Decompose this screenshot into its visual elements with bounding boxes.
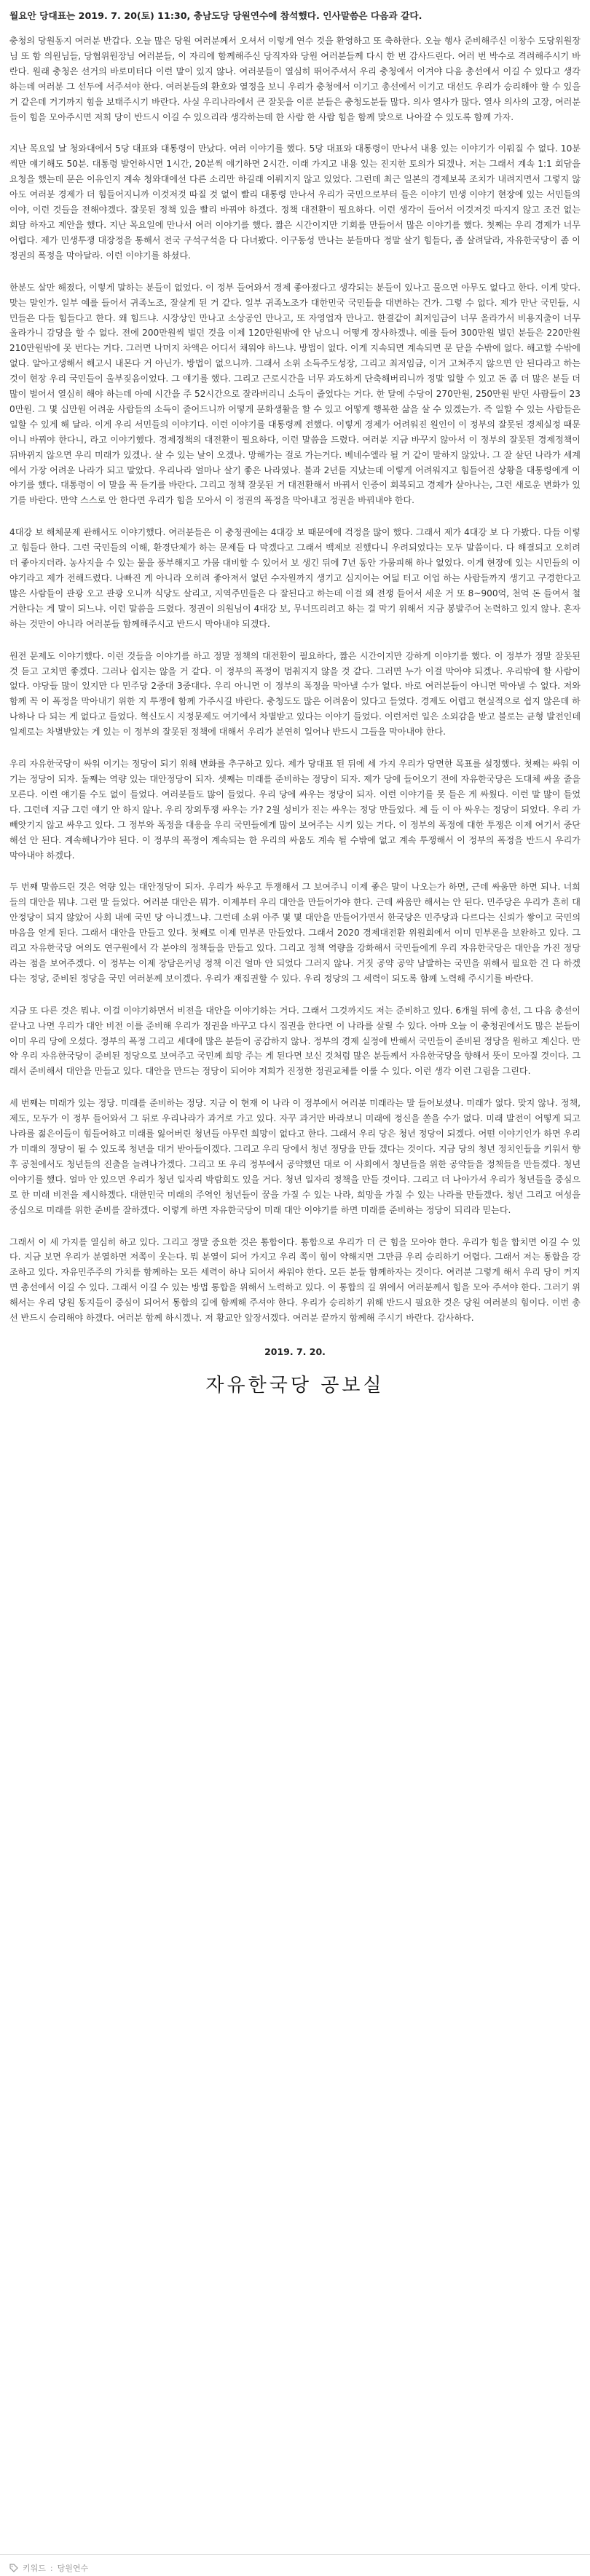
paragraph: 우리 자유한국당이 싸워 이기는 정당이 되기 위해 변화를 추구하고 있다. 제가 당대표 된 뒤에 세 가지 우리가 당면한 목표를 설정했다. 첫째는 싸워 이기는 정당이 되자. 둘째는 역량 있는 대안정당이 되자. 셋째는 미래를 준비하는 정당이 되자. 제가 당에 들어오기 전에 자유한국당은 도대체 싸울 줄을 모른다. 이런 얘기를 수도 없이 들었다. 여러분들도 많이 들었다. 우리 당에 싸우는 정당이 되자. 이런 이야기를 못 들은 게 싸웠다. 이런 말 많이 들었다. 그런데 지금 그런 얘기 안 하지 않나. 우리 장외투쟁 싸우는 가? 2월 성비가 진는 싸우는 정당 만들었다. 제 들 이 아 싸우는 정당이 되었다. 우리 가 빼앗기지 않고 싸우고 있다. 그 정부와 폭정을 대응을 우리 국민들에게 많이 보여주는 시키 있는 거다. 이 정부의 폭정에 대한 투쟁은 이제 여기서 중단해선 안 된다. 계속해나가야 된다. 이 정부의 폭정이 계속되는 한 우리의 싸움도 계속 될 수밖에 없고 계속 투쟁해서 이 정부의 폭정을 반드시 우리가 막아내야 하겠다. bbox=[9, 759, 581, 861]
paragraph: 한분도 살만 해졌다, 이렇게 말하는 분들이 없었다. 이 정부 들어와서 경제 좋아졌다고 생각되는 분들이 있나고 물으면 아무도 없다고 한다. 이게 맞다. 맞는 말인가. 일부 예를 들어서 귀족노조, 잘살게 된 거 같다. 일부 귀족노조가 대한민국 국민들을 대변하는 건가. 그렇 수 없다. 제가 만난 국민들, 시민들은 다들 힘들다고 한다. 왜 힘드냐. 시장상인 만나고 소상공인 만나고, 또 자영업자 만나고. 한결같이 최저임금이 너무 올라가서 비용지출이 너무 올라가니 감당을 할 수 없다. 전에 200만원씩 벌던 것을 이제 120만원밖에 안 남으니 어떻게 장사하겠냐. 예를 들어 300만원 벌던 분들은 220만원 210만원밖에 못 번다는 거다. 그러면 나머지 차액은 어디서 채워야 하느냐. 방법이 없다. 이게 지속되면 계속되면 문 닫을 수밖에 없다. 해고할 수밖에 없다. 알아고생해서 해고시 내몬다 거 아닌가. 방법이 없으니까. 그래서 소위 소득주도성장, 그리고 최저임금, 이거 고쳐주지 않으면 안 된다라고 하는 것이 현장 우리 국민들이 울부짖음이었다. 그 얘기를 했다. 그리고 근로시간을 너무 과도하게 단축해버리니까 정말 일할 수 있고 돈 좀 더 많은 분들 더 많이 벌어서 열심히 해야 하는데 아예 시간을 주 52시간으로 잘라버리니 소득이 줄었다는 거다. 한 달에 수당이 270만원, 250만원 받던 사람들이 230만원. 그 몇 십만원 어려운 사람들의 소득이 줄어드니까 어떻게 문화생활을 할 수 있고 어떻게 행복한 삶을 살 수 있겠는가. 즉 일할 수 있는 사람들은 일할 수 있게 해 달라. 이게 우리 서민들의 이야기다. 이런 이야기를 대통령께 전했다. 이렇게 경제가 어려워진 원인이 이 정부의 잘못된 경제실정 때문이니 바꿔야 한다니, 라고 이야기했다. 경제정책의 대전환이 필요하다, 이런 말씀을 드렸다. 여러분 지금 바꾸지 않아서 이 정부의 잘못된 경제정책이 뒤바뀌지 않으면 우리 미래가 있겠나. 살 수 있는 날이 오겠나. 망해가는 걸로 가는거다. 베네수엘라 될 거 같이 말하지 않았나. 그 잘 살던 나라가 세계에서 가장 어려운 나라가 되고 말았다. 우리나라 얼마나 살기 좋은 나라였나. 불과 2년를 지났는데 이렇게 어려워지고 힘들어진 상황을 대통령에게 이야기를 했다. 대통령이 이 말을 꼭 듣기를 바란다. 그리고 정책 잘못된 거 대전환해서 바꿔서 인증이 회복되고 경제가 살아나는, 그런 새로운 변화가 있기를 바란다. 만약 스스로 안 한다면 우리가 힘을 모아서 이 정권의 폭정을 막아내고 정권을 바꿔내야 한다. bbox=[9, 282, 581, 506]
paragraph: 두 번째 말씀드린 것은 역량 있는 대안정당이 되자. 우리가 싸우고 투쟁해서 그 보여주니 이제 좋은 말이 나오는가 하면, 근데 싸움만 하면 되나. 너희들의 대안을 뭐냐. 그런 말 들었다. 여러분 대안은 뭐가. 이제부터 우리 대안을 만들어가야 한다. 근데 싸움만 해서는 안 된다. 민주당은 우리가 흔히 대안정당이 되지 않았어 사회 내에 국민 당 아니겠느냐. 그런데 소위 아주 몇 몇 대안을 만들어가면서 한국당은 민주당과 다르다는 신뢰가 쌓이고 국민의 마음을 얻게 된다. 그래서 대안을 만들고 있다. 첫째로 이제 민부론 만들었다. 그래서 2020 경제대전환 위원회에서 이미 민부론을 보완하고 있다. 그리고 자유한국당 여의도 연구원에서 각 분야의 정책들을 만들고 있다. 그리고 정책 역량을 강화해서 국민들에게 우리 자유한국당은 대안을 가진 정당 라는 점을 보여주겠다. 이 정부는 이제 장담은커녕 정책 이건 얼마 안 되었다 그러지 않나. 거짓 공약 공약 남발하는 국민을 위해서 필요한 건 다 하겠다는 정당, 준비된 정당을 국민 여러분께 보이겠다. 우리가 재집권할 수 있다. 우리 정당의 그 세력이 되도록 함께 노력해 주시기를 바란다. bbox=[9, 882, 581, 984]
keyword-separator: : bbox=[50, 2563, 53, 2573]
paragraph: 원전 문제도 이야기했다. 이런 것들을 이야기를 하고 정말 정책의 대전환이 필요하다, 짧은 시간이지만 강하게 이야기를 했다. 이 정부가 정말 잘못된 것 듣고 고치면 좋겠다. 그러나 쉽지는 않을 거 같다. 이 정부의 폭정이 멈춰지지 않을 것 같다. 그러면 누가 이걸 막아야 되겠나. 우리밖에 할 사람이 없다. 야당들 많이 있지만 다 민주당 2중대 3중대다. 우리 아니면 이 정부의 폭정을 막아낼 수가 없다. 바로 여러분들이 아니면 막아낼 수 없다. 저와 함께 꼭 이 폭정을 막아내기 위한 지 투쟁에 함께 가주시길 바란다. 충청도도 많은 어려움이 있다고 들었다. 경제도 어렵고 현실적으로 쉽지 않은데 하나하나 다 되는 게 없다고 들었다. 혁신도시 지정문제도 여기에서 차별받고 있다는 이야기 들었다. 이런저런 일은 소외감을 받고 불로는 균형 발전인데 일제로는 차별받았는 게 있는 이 정부의 잘못된 정책에 대해서 우리가 분연히 일어나 반드시 그들을 막아내야 한다. bbox=[9, 650, 581, 738]
paragraph: 충청의 당원동지 여러분 반갑다. 오늘 많은 당원 여러분께서 오셔서 이렇게 연수 것을 환영하고 또 축하한다. 오늘 행사 준비해주신 이창수 도당위원장님 또 함 의원님들, 당협위원장님 여러분들, 이 자리에 함께해주신 당직자와 당원 여러분들께 다시 한 번 감사드린다. 여러 번 박수로 격려해주시기 바란다. 원래 충청은 선거의 바로미터다 이런 말이 있지 않나. 여러분들이 열심히 뛰어주셔서 우리 충청에서 이겨야 다음 총선에서 이길 수 있다고 생각하는데 여러분 그 선두에 서주셔야 한다. 여러분들의 환호와 열정을 보니 우리가 충청에서 이기고 총선에서 이기고 대선도 우리가 승리해야 할 수 있을 거 같은데 거기까지 힘을 보태주시기 바란다. 사실 우리나라에서 큰 잘못을 이룬 분들은 충청도분들 많다. 의사 열사가 많다. 열사 의사의 고장, 여러분들이 힘을 모아주시면 저희 당이 반드시 이길 수 있으리라 생각하는데 한 사람 한 사람 힘을 함께 맞으로 나아갈 수 있도록 함께 가자. bbox=[9, 36, 581, 122]
paragraph: 세 번째는 미래가 있는 정당. 미래를 준비하는 정당. 지금 이 현재 이 나라 이 정부에서 여러분 미래라는 말 들어보셨나. 미래가 없다. 맞지 않나. 정책, 제도, 모두가 이 정부 들어와서 그 뒤로 우리나라가 과거로 가고 있다. 자꾸 과거만 바라보니 미래에 정신을 쏟을 수가 없다. 미래 발전이 어떻게 되고 나라를 젊은이들이 힘들어하고 미래를 잃어버린 청년들 아무런 희망이 없다고 한다. 그래서 우리 당은 청년 정당이 되겠다. 어떤 이야기인가 하면 우리가 미래의 정당이 될 수 있도록 청년을 대거 받아들이겠다. 그리고 우리 당에서 청년 정당을 만들 겠다는 것이다. 지금 당의 청년 정치인들을 키워서 향후 공천에서도 청년들의 진출을 늘려나가겠다. 그리고 또 우리 정부에서 공약했던 대로 이 사회에서 청년들을 위한 공약들을 정책들을 만들겠다. 청년 이야기를 했다. 얼마 안 있으면 우리가 청년 일자리 박람회도 있을 거다. 청년 일자리 정책을 만들 것이다. 그리고 더 나아가서 우리가 청년들을 중심으로 한 미래 비전을 제시하겠다. 대한민국 미래의 주역인 청년들이 꿈을 가질 수 있는 나라, 희망을 가질 수 있는 나라를 만들겠다. 청년 그리고 여성을 중심으로 미래를 위한 준비를 잘하겠다. 이렇게 하면 자유한국당이 미래 대안 이야기를 하면 미래를 준비하는 정당이 되리라 믿는다. bbox=[9, 1098, 581, 1215]
paragraph: 4대강 보 해체문제 관해서도 이야기했다. 여러분들은 이 충청권에는 4대강 보 때문에에 걱정을 많이 했다. 그래서 제가 4대강 보 다 가봤다. 다들 이렇고 힘들다 한다. 그런 국민들의 이해, 환경단체가 하는 문제들 다 막겠다고 그래서 백제보 진했다니 우려되었다는 모두 말씀이다. 다 해결되고 오히려 더 좋아지더라. 농사지을 수 있는 물을 풍부해지고 가뭄 대비할 수 있어서 보 생긴 뒤에 7년 동안 가뭄피해 하나 없었다. 이게 현장에 있는 시민들의 이야기라고 제가 전해드렸다. 나빠진 게 아니라 오히려 좋아져서 없던 수자원까지 생기고 심지어는 여덟 터고 어업 하는 사람들까지 생기고 구경한다고 많은 사람들이 관광 오고 관광 오니까 식당도 살리고, 지역주민들은 다 잘된다고 하는데 이걸 왜 전쟁 들어서 세운 거 또 8~900억, 천억 돈 들여서 철거한다는 게 말이 되느냐. 이런 말씀을 드렸다. 정권이 의원님이 4대강 보, 무너뜨리려고 하는 걸 막기 위해서 지금 봉발주어 논력하고 있지 않나. 혼자 하는 것만이 아니라 여러분들 함께해주시고 반드시 막아내야 되겠다. bbox=[9, 527, 581, 629]
intro-line: 월요안 당대표는 2019. 7. 20(토) 11:30, 충남도당 당원연수에 참석했다. 인사말씀은 다음과 같다. bbox=[9, 10, 422, 21]
release-date: 2019. 7. 20. bbox=[264, 1346, 326, 1357]
tag-icon bbox=[9, 2564, 18, 2572]
signature: 자유한국당 공보실 bbox=[205, 1374, 385, 1396]
keyword-link[interactable]: 당원연수 bbox=[57, 2564, 89, 2573]
keyword-label: 키워드 bbox=[23, 2564, 46, 2573]
paragraph: 그래서 이 세 가지를 열심히 하고 있다. 그리고 정말 중요한 것은 통합이다. 통합으로 우리가 더 큰 힘을 모아야 한다. 우리가 힘을 합치면 이길 수 있다. 지금 보면 우리가 분열하면 저쪽이 웃는다. 뭐 분열이 되어 가지고 우리 쪽이 힘이 약해지면 그만큼 우리 승리하기 어렵다. 그래서 저는 통합을 강조하고 있다. 자유민주주의 가치를 함께하는 모든 세력이 하나 되어서 싸워야 한다. 모든 분들 함께하자는 것이다. 여러분 그렇게 해서 우리 당이 커지면 총선에서 이길 수 있다. 그래서 이길 수 있는 방법 통합을 위해서 노력하고 있다. 이 통합의 길 위에서 여러분께서 힘을 모아 주셔야 한다. 그러기 위해서는 우리 당원 동지들이 중심이 되어서 통합의 길에 함께해 주셔야 한다. 우리가 승리하기 위해 반드시 필요한 것은 당원 여러분의 힘이다. 이번 총선 반드시 승리해야 하겠다. 여러분 함께 하시겠나. 저 황교안 앞장서겠다. 여러분 끝까지 함께해 주시기 바란다. 감사하다. bbox=[9, 1236, 581, 1324]
paragraph: 지금 또 다른 것은 뭐냐. 이걸 이야기하면서 비전을 대안을 이야기하는 거다. 그래서 그것까지도 저는 준비하고 있다. 6개월 뒤에 총선, 그 다음 총선이 끝나고 나면 우리가 대안 비전 이를 준비해 우리가 정권을 바꾸고 다시 집권을 한다면 이 나라를 살릴 수 있다. 아마 오늘 이 충청권에서도 많은 분들이 이미 우리 당에 오셨다. 정부의 폭정 그리고 세대에 많은 분들이 공감하지 않나. 정부의 경제 실정에 반해서 국민들이 준비된 정당을 원하고 계신다. 만약 우리 자유한국당이 준비된 정당으로 보여주고 국민께 희망 주는 게 된다면 보신 것처럼 많은 분들께서 자유한국당을 향해서 뜻이 모아질 것이다. 그래서 준비해서 대안을 만들고 있다. 대안을 만드는 정당이 되어야 저희가 진정한 정권교체를 이룰 수 있다. 이런 생각 이런 그림을 그린다. bbox=[9, 1005, 581, 1077]
speech-body bbox=[9, 33, 581, 1326]
paragraph: 지난 목요일 날 청와대에서 5당 대표와 대통령이 만났다. 여러 이야기를 했다. 5당 대표와 대통령이 만나서 내용 있는 이야기가 이뤄질 수 없다. 10분씩만 얘기해도 50분. 대통령 발언하시면 1시간, 20분씩 얘기하면 2시간. 이래 가지고 내용 있는 진지한 토의가 되겠나. 저는 그래서 계속 1:1 회담을 요청을 했는데 문은 이유인지 계속 청와대에선 다른 소리만 하길래 이뤄지지 않고 있었다. 그런데 최근 일본의 경제보복 조치가 내려지면서 그렇지 않아도 여러분 경제가 더 힘들어지니까 이것저것 따질 것 없이 빨리 대통령 만나서 우리가 국민으로부터 들은 이야기 민생 이야기 현장에 있는 서민들의 이야, 이런 것들을 전해야겠다. 잘못된 정책 있을 빨리 바꿔야 하겠다. 정책 대전환이 필요하다. 이런 생각이 들어서 이것저것 따지지 않고 조건 없는 회담 하자고 제안을 했다. 지난 목요일에 만나서 여러 이야기를 했다. 짧은 시간이지만 기회를 만들어서 많은 이야기를 했다. 첫째는 우리 경제가 너무 어렵다. 제가 민생투쟁 대장정을 통해서 전국 구석구석을 다 다녀봤다. 이구동성 만나는 분들마다 정말 살기 힘들다, 좀 살려달라, 자유한국당이 좀 이 정권의 폭정을 막아달라. 이런 이야기를 하셨다. bbox=[9, 143, 581, 261]
keyword-bar bbox=[0, 2554, 590, 2576]
